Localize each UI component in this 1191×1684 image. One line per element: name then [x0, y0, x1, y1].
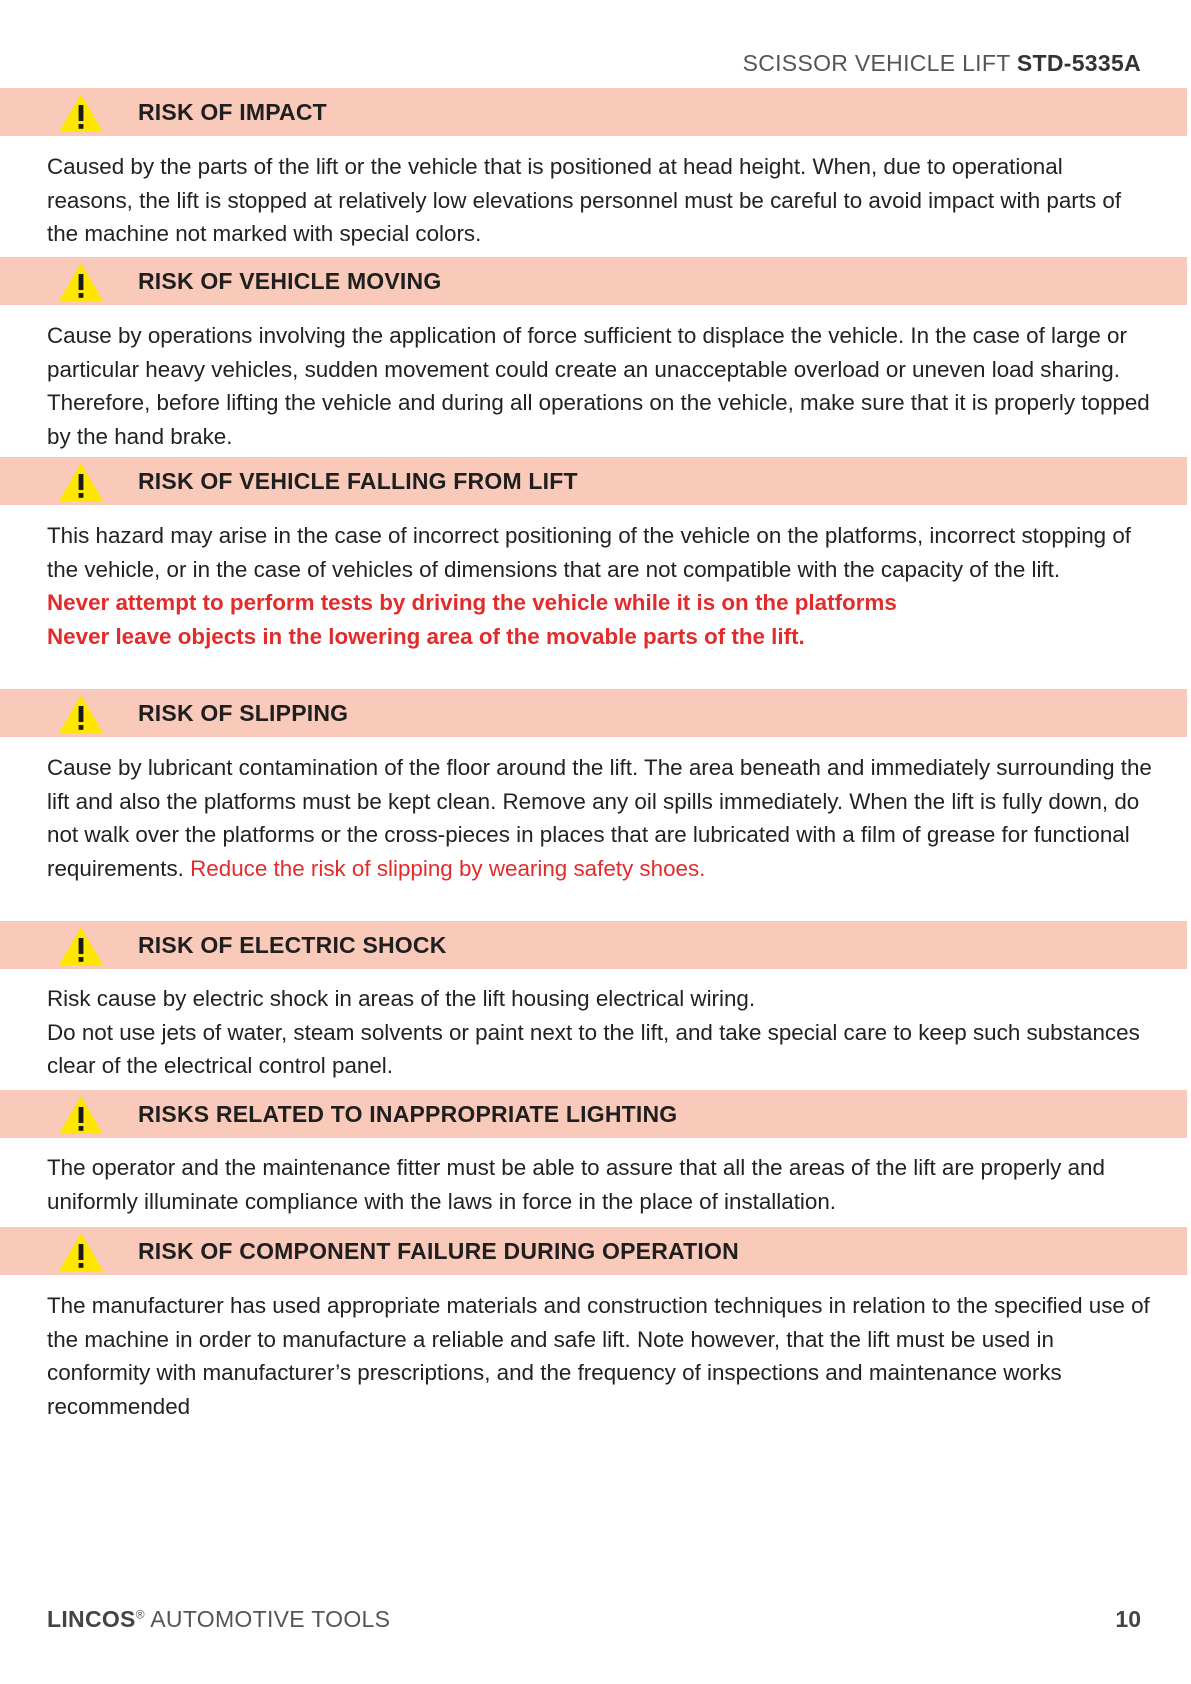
section-title: RISK OF VEHICLE FALLING FROM LIFT [138, 468, 578, 494]
warning-icon [58, 262, 104, 302]
section-text: Cause by lubricant contamination of the floor around the lift. The area beneath and immediately surrounding the lift and also the platforms must be kept clean. Remove any oil spills immediately. When the lift is fully down, do not walk over the platforms or the cross-pieces in places that are lubricated with a film of grease for functional requirements. [47, 755, 1152, 881]
section-paragraph: Risk cause by electric shock in areas of the lift housing electrical wiring. [47, 986, 756, 1011]
warning-line: Never leave objects in the lowering area of the movable parts of the lift. [47, 623, 805, 649]
page-header [743, 50, 1141, 77]
section-body-vehicle-moving [47, 319, 1152, 453]
warning-icon [58, 1095, 104, 1135]
section-header-component-failure [0, 1227, 1187, 1275]
section-header-impact [0, 88, 1187, 136]
section-title: RISKS RELATED TO INAPPROPRIATE LIGHTING [138, 1101, 678, 1127]
section-body-component-failure [47, 1289, 1152, 1423]
warning-line: Never attempt to perform tests by driving the vehicle while it is on the platforms [47, 590, 897, 615]
section-paragraph: The manufacturer has used appropriate materials and construction techniques in relation to the specified use of the machine in order to manufacture a reliable and safe lift. Note however, that the lift must be used in conformity with manufacturer’s prescriptions, and the frequency of inspections and maintenance works recommended [47, 1293, 1150, 1419]
page-number: 10 [1115, 1606, 1141, 1632]
section-body-slipping [47, 751, 1152, 885]
header-model: STD-5335A [1016, 50, 1141, 76]
brand-name: LINCOS [47, 1606, 136, 1632]
header-product: SCISSOR VEHICLE LIFT [742, 50, 1011, 76]
section-title: RISK OF SLIPPING [138, 700, 349, 726]
section-paragraph: The operator and the maintenance fitter must be able to assure that all the areas of the lift are properly and uniformly illuminate compliance with the laws in force in the place of installation. [47, 1155, 1105, 1214]
section-title: RISK OF IMPACT [138, 99, 327, 125]
warning-icon [58, 93, 104, 133]
section-header-vehicle-falling [0, 457, 1187, 505]
section-paragraph: Cause by operations involving the application of force sufficient to displace the vehicle. In the case of large or particular heavy vehicles, sudden movement could create an unacceptable overload or uneven load sharing. Therefore, before lifting the vehicle and during all operations on the vehicle, make sure that it is properly topped by the hand brake. [47, 323, 1150, 449]
section-paragraph [47, 751, 1152, 885]
section-title: RISK OF COMPONENT FAILURE DURING OPERATION [138, 1238, 739, 1264]
section-body-impact [47, 150, 1152, 251]
section-paragraph: Caused by the parts of the lift or the vehicle that is positioned at head height. When, due to operational reasons, the lift is stopped at relatively low elevations personnel must be careful to avoid impact with parts of the machine not marked with special colors. [47, 154, 1122, 246]
warning-icon [58, 694, 104, 734]
section-body-electric-shock [47, 982, 1152, 1083]
section-header-lighting [0, 1090, 1187, 1138]
footer-brand [47, 1606, 390, 1633]
section-header-slipping [0, 689, 1187, 737]
brand-tagline: AUTOMOTIVE TOOLS [150, 1606, 391, 1632]
safety-highlight: Reduce the risk of slipping by wearing safety shoes. [190, 855, 706, 881]
warning-icon [58, 926, 104, 966]
section-paragraph: Do not use jets of water, steam solvents or paint next to the lift, and take special care to keep such substances clear of the electrical control panel. [47, 1019, 1140, 1078]
section-body-vehicle-falling [47, 519, 1152, 653]
section-title: RISK OF VEHICLE MOVING [138, 268, 442, 294]
section-header-vehicle-moving [0, 257, 1187, 305]
registered-mark: ® [135, 1607, 145, 1622]
warning-icon [58, 462, 104, 502]
section-paragraph: This hazard may arise in the case of incorrect positioning of the vehicle on the platforms, incorrect stopping of the vehicle, or in the case of vehicles of dimensions that are not compatible with the capacity of the lift. [47, 523, 1132, 582]
section-title: RISK OF ELECTRIC SHOCK [138, 932, 447, 958]
section-body-lighting [47, 1151, 1152, 1218]
section-header-electric-shock [0, 921, 1187, 969]
warning-icon [58, 1232, 104, 1272]
